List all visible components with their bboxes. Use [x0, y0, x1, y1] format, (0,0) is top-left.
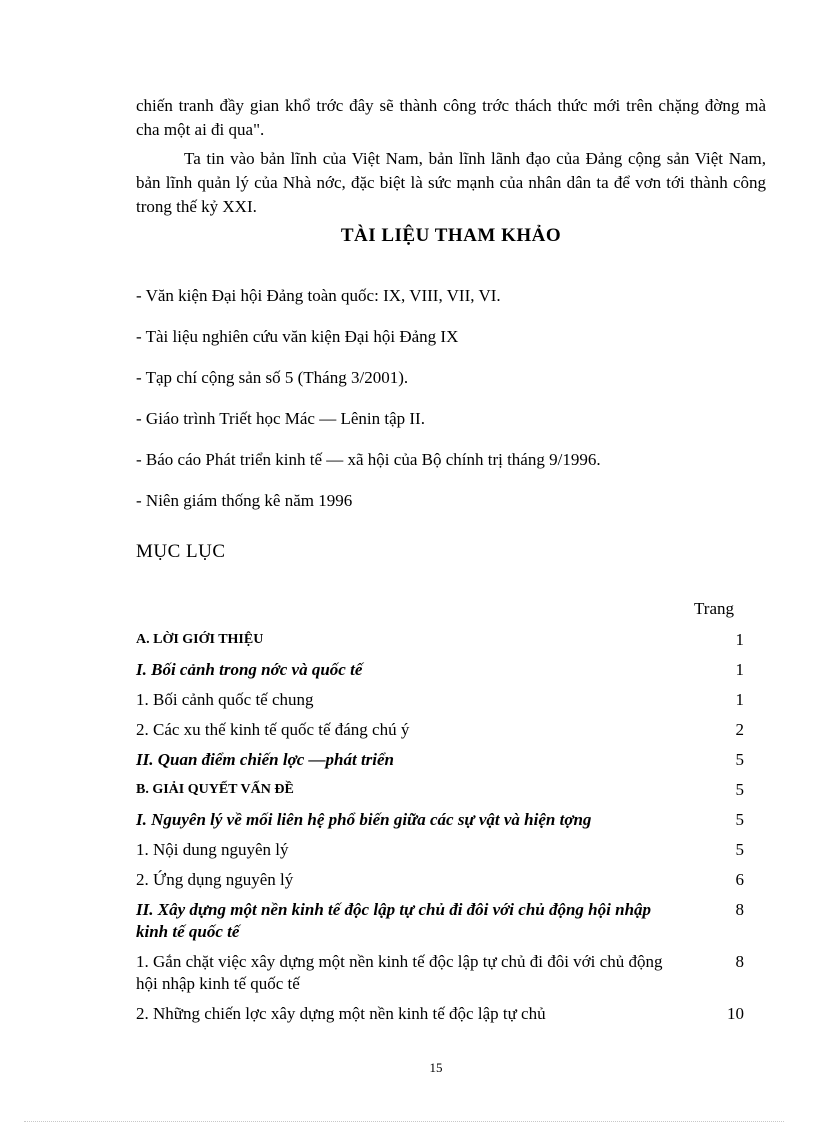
- toc-entry-title: A. LỜI GIỚI THIỆU: [136, 632, 264, 647]
- toc-entry: [136, 869, 766, 891]
- toc-entry-title: 1. Gắn chặt việc xây dựng một nền kinh tế độc lập tự chủ đi đôi với chủ động hội nhập kinh tế quốc tế: [136, 952, 663, 993]
- toc-entry-title: II. Quan điểm chiến lợc —phát triển: [136, 750, 395, 769]
- toc-entry-title: B. GIẢI QUYẾT VẤN ĐỀ: [136, 782, 294, 797]
- table-of-contents: [136, 629, 766, 1033]
- page-bottom-divider: [24, 1121, 784, 1122]
- toc-entry: [136, 809, 766, 831]
- toc-entry-page: 5: [735, 840, 744, 859]
- references-heading: TÀI LIỆU THAM KHẢO: [340, 225, 562, 246]
- toc-entry-page: 8: [735, 900, 744, 919]
- toc-entry-page: 5: [735, 750, 744, 769]
- page-number: 15: [429, 1060, 443, 1075]
- toc-entry: [136, 951, 766, 995]
- toc-entry-page: 5: [735, 810, 744, 829]
- toc-entry-page: 1: [735, 660, 744, 679]
- reference-item: - Báo cáo Phát triển kinh tế — xã hội của Bộ chính trị tháng 9/1996.: [136, 450, 601, 469]
- reference-item: - Giáo trình Triết học Mác — Lênin tập II.: [136, 409, 425, 428]
- toc-entry-page: 1: [735, 690, 744, 709]
- toc-entry: [136, 899, 766, 943]
- toc-entry-title: 2. Các xu thế kinh tế quốc tế đáng chú ý: [136, 720, 410, 739]
- toc-entry: [136, 689, 766, 711]
- toc-entry: [136, 719, 766, 741]
- toc-entry: [136, 659, 766, 681]
- toc-entry: [136, 1003, 766, 1025]
- reference-item: - Tài liệu nghiên cứu văn kiện Đại hội Đảng IX: [136, 327, 459, 346]
- reference-item: - Văn kiện Đại hội Đảng toàn quốc: IX, VIII, VII, VI.: [136, 286, 501, 305]
- toc-entry-title: 1. Bối cảnh quốc tế chung: [136, 690, 314, 709]
- toc-heading: MỤC LỤC: [136, 541, 226, 562]
- toc-entry: [136, 629, 766, 651]
- toc-entry-title: 2. Những chiến lợc xây dựng một nền kinh tế độc lập tự chủ: [136, 1004, 546, 1023]
- toc-page-column-header: Trang: [694, 599, 734, 618]
- toc-entry: [136, 779, 766, 801]
- toc-entry-title: I. Nguyên lý về mối liên hệ phổ biến giữa các sự vật và hiện tợng: [136, 810, 592, 829]
- toc-entry-title: 2. Ứng dụng nguyên lý: [136, 870, 294, 889]
- references-list: [136, 284, 766, 530]
- toc-entry-page: 8: [735, 952, 744, 971]
- toc-entry-title: I. Bối cảnh trong nớc và quốc tế: [136, 660, 363, 679]
- reference-item: - Tạp chí cộng sản số 5 (Tháng 3/2001).: [136, 368, 409, 387]
- paragraph-conclusion-end: chiến tranh đầy gian khổ trớc đây sẽ thành công trớc thách thức mới trên chặng đờng mà cha một ai đi qua".: [136, 96, 766, 139]
- toc-entry-title: II. Xây dựng một nền kinh tế độc lập tự chủ đi đôi với chủ động hội nhập kinh tế quốc tế: [136, 900, 652, 941]
- toc-entry-title: 1. Nội dung nguyên lý: [136, 840, 289, 859]
- toc-entry-page: 2: [735, 720, 744, 739]
- toc-entry-page: 1: [735, 630, 744, 649]
- reference-item: - Niên giám thống kê năm 1996: [136, 491, 353, 510]
- toc-entry: [136, 839, 766, 861]
- toc-entry: [136, 749, 766, 771]
- toc-entry-page: 6: [735, 870, 744, 889]
- toc-entry-page: 5: [735, 780, 744, 799]
- toc-entry-page: 10: [727, 1004, 744, 1023]
- paragraph-conclusion-final: Ta tin vào bản lĩnh của Việt Nam, bản lĩnh lãnh đạo của Đảng cộng sản Việt Nam, bản lĩnh quản lý của Nhà nớc, đặc biệt là sức mạnh của nhân dân ta để vơn tới thành công trong thế kỷ XXI.: [136, 149, 766, 216]
